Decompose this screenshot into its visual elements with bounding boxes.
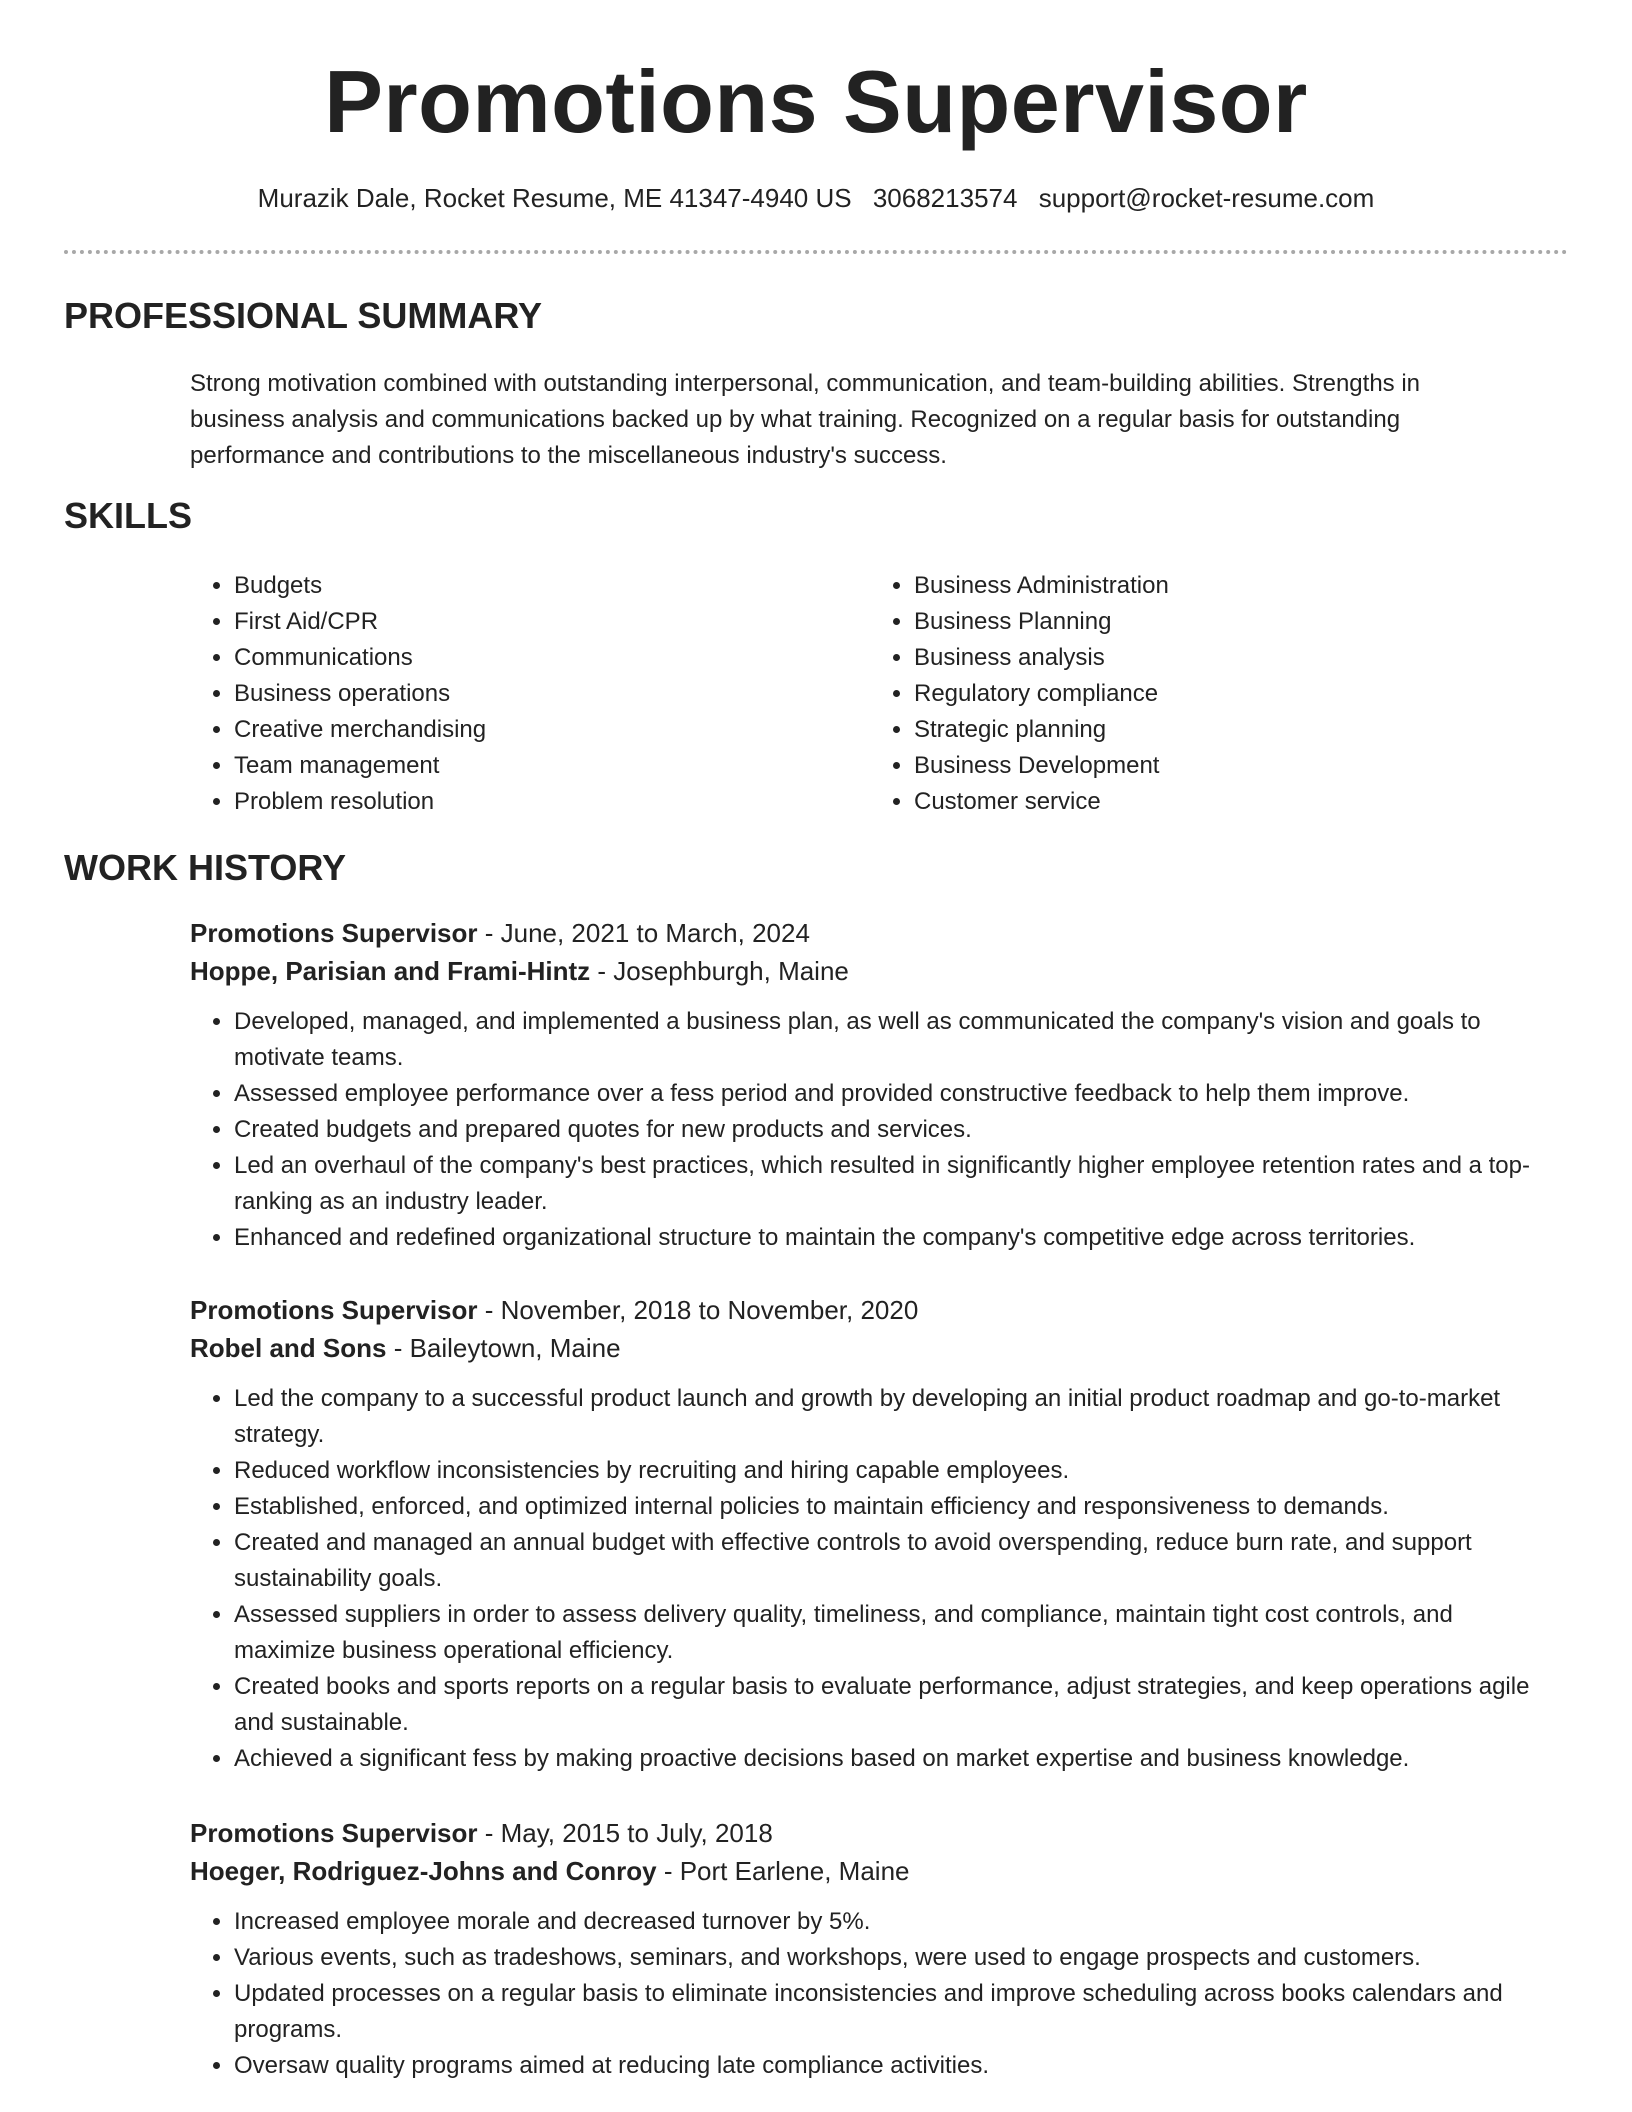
skill-item: • First Aid/CPR [234, 604, 854, 640]
skill-item: • Strategic planning [914, 712, 1534, 748]
skill-item: • Regulatory compliance [914, 676, 1534, 712]
job-company-line [190, 1329, 1560, 1367]
skill-item: • Team management [234, 748, 854, 784]
job-entry [190, 1814, 1560, 2084]
job-location: - Baileytown, Maine [386, 1333, 621, 1363]
summary-heading: PROFESSIONAL SUMMARY [64, 295, 543, 336]
work-history-heading: WORK HISTORY [64, 847, 347, 888]
job-bullet: • Reduced workflow inconsistencies by recruiting and hiring capable employees. [234, 1453, 1560, 1489]
contact-address: Murazik Dale, Rocket Resume, ME 41347-4940 US [257, 183, 852, 213]
job-bullet: • Assessed suppliers in order to assess delivery quality, timeliness, and compliance, maintain tight cost controls, and maximize business operational efficiency. [234, 1597, 1560, 1669]
job-company: Hoppe, Parisian and Frami-Hintz [190, 956, 591, 986]
job-role-line [190, 914, 1560, 952]
skill-item: • Business Administration [914, 568, 1534, 604]
job-bullet: • Enhanced and redefined organizational structure to maintain the company's competitive edge across territories. [234, 1220, 1560, 1256]
job-company-line [190, 952, 1560, 990]
job-company: Robel and Sons [190, 1333, 387, 1363]
job-location: - Port Earlene, Maine [656, 1856, 910, 1886]
contact-line [0, 180, 1632, 216]
job-entry [190, 914, 1560, 1256]
job-role: Promotions Supervisor [190, 918, 478, 948]
job-bullet: • Updated processes on a regular basis to eliminate inconsistencies and improve scheduling across books calendars and programs. [234, 1976, 1560, 2048]
job-bullet: • Increased employee morale and decreased turnover by 5%. [234, 1904, 1560, 1940]
contact-email: support@rocket-resume.com [1038, 183, 1375, 213]
job-bullet: • Assessed employee performance over a fess period and provided constructive feedback to help them improve. [234, 1076, 1560, 1112]
job-bullet: • Created books and sports reports on a regular basis to evaluate performance, adjust strategies, and keep operations agile and sustainable. [234, 1669, 1560, 1741]
job-dates: - May, 2015 to July, 2018 [477, 1818, 773, 1848]
job-bullets [190, 1381, 1560, 1777]
skill-item: • Business analysis [914, 640, 1534, 676]
job-bullet: • Created and managed an annual budget with effective controls to avoid overspending, reduce burn rate, and support sustainability goals. [234, 1525, 1560, 1597]
skills-list-left [190, 568, 854, 820]
skill-item: • Problem resolution [234, 784, 854, 820]
summary-text: Strong motivation combined with outstanding interpersonal, communication, and team-building abilities. Strengths in business analysis and communications backed up by what training. Recognized on a regular basis for outstanding performance and contributions to the miscellaneous industry's success. [190, 370, 1421, 469]
resume-title: Promotions Supervisor [324, 52, 1308, 151]
job-role: Promotions Supervisor [190, 1818, 478, 1848]
job-dates: - November, 2018 to November, 2020 [477, 1295, 919, 1325]
job-role-line [190, 1291, 1560, 1329]
job-company-line [190, 1852, 1560, 1890]
skill-item: • Communications [234, 640, 854, 676]
job-role-line [190, 1814, 1560, 1852]
job-company: Hoeger, Rodriguez-Johns and Conroy [190, 1856, 657, 1886]
job-dates: - June, 2021 to March, 2024 [477, 918, 810, 948]
header-divider [64, 250, 1568, 254]
skill-item: • Business operations [234, 676, 854, 712]
job-bullet: • Developed, managed, and implemented a business plan, as well as communicated the company's vision and goals to motivate teams. [234, 1004, 1560, 1076]
job-entry [190, 1291, 1560, 1777]
skill-item: • Business Development [914, 748, 1534, 784]
skills-list-right [870, 568, 1534, 820]
job-bullet: • Achieved a significant fess by making proactive decisions based on market expertise and business knowledge. [234, 1741, 1560, 1777]
job-role: Promotions Supervisor [190, 1295, 478, 1325]
job-bullets [190, 1904, 1560, 2084]
skill-item: • Budgets [234, 568, 854, 604]
contact-phone: 3068213574 [872, 183, 1018, 213]
skill-item: • Creative merchandising [234, 712, 854, 748]
job-bullet: • Oversaw quality programs aimed at reducing late compliance activities. [234, 2048, 1560, 2084]
skill-item: • Customer service [914, 784, 1534, 820]
job-bullets [190, 1004, 1560, 1256]
job-bullet: • Established, enforced, and optimized internal policies to maintain efficiency and responsiveness to demands. [234, 1489, 1560, 1525]
job-bullet: • Led an overhaul of the company's best practices, which resulted in significantly higher employee retention rates and a top-ranking as an industry leader. [234, 1148, 1560, 1220]
job-bullet: • Led the company to a successful product launch and growth by developing an initial product roadmap and go-to-market strategy. [234, 1381, 1560, 1453]
job-location: - Josephburgh, Maine [590, 956, 849, 986]
job-bullet: • Created budgets and prepared quotes for new products and services. [234, 1112, 1560, 1148]
skill-item: • Business Planning [914, 604, 1534, 640]
job-bullet: • Various events, such as tradeshows, seminars, and workshops, were used to engage prospects and customers. [234, 1940, 1560, 1976]
skills-heading: SKILLS [64, 495, 193, 536]
